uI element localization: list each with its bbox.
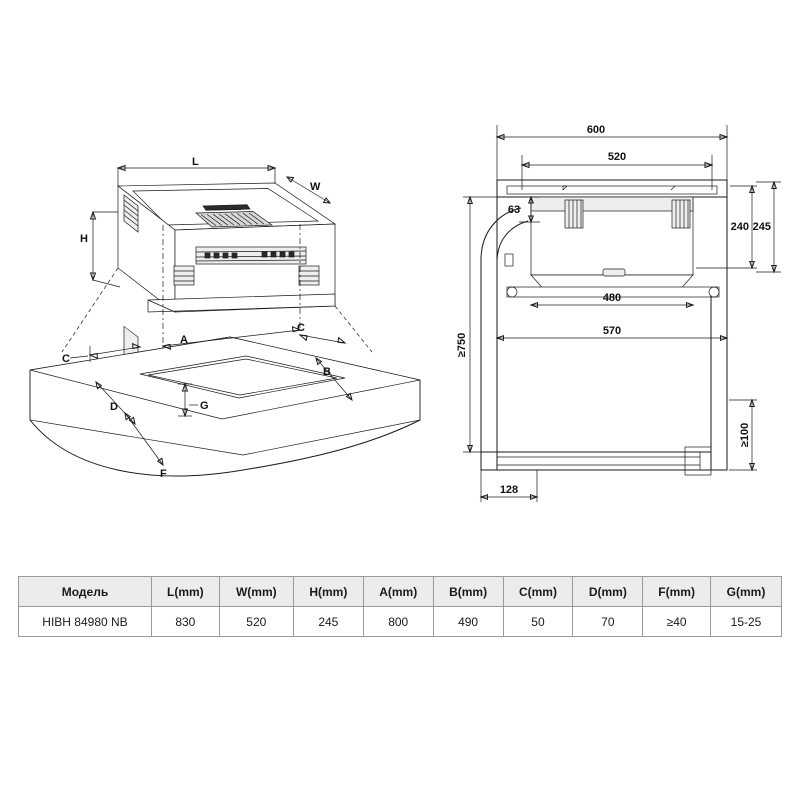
svg-text:D: D <box>110 401 118 413</box>
header-d: D(mm) <box>573 577 643 607</box>
dim-245 <box>753 182 781 272</box>
control-panel <box>196 247 306 264</box>
specifications-table <box>18 576 782 637</box>
svg-text:H: H <box>80 233 88 245</box>
header-a: A(mm) <box>363 577 433 607</box>
cell-g: 15-25 <box>710 607 781 637</box>
cell-l: 830 <box>152 607 220 637</box>
dim-L <box>118 166 275 187</box>
cell-model: HIBH 84980 NB <box>19 607 152 637</box>
svg-text:≥100: ≥100 <box>739 422 751 448</box>
svg-text:A: A <box>180 334 188 346</box>
svg-text:≥750: ≥750 <box>456 332 468 358</box>
section-louver-left <box>565 200 583 228</box>
header-h: H(mm) <box>293 577 363 607</box>
header-g: G(mm) <box>710 577 781 607</box>
svg-text:G: G <box>200 400 209 412</box>
header-f: F(mm) <box>643 577 711 607</box>
header-w: W(mm) <box>219 577 293 607</box>
left-isometric-view <box>30 156 420 480</box>
dim-520 <box>522 151 712 190</box>
table-header-row <box>19 577 782 607</box>
header-l: L(mm) <box>152 577 220 607</box>
dim-H <box>91 212 123 287</box>
header-model: Модель <box>19 577 152 607</box>
dim-100 <box>729 400 757 470</box>
cell-d: 70 <box>573 607 643 637</box>
svg-text:570: 570 <box>602 325 622 337</box>
header-c: C(mm) <box>503 577 573 607</box>
header-b: B(mm) <box>433 577 503 607</box>
svg-text:520: 520 <box>607 151 627 163</box>
svg-text:W: W <box>310 181 321 193</box>
svg-text:L: L <box>192 156 199 168</box>
cell-b: 490 <box>433 607 503 637</box>
cell-h: 245 <box>293 607 363 637</box>
section-louver-right <box>672 200 690 228</box>
cell-f: ≥40 <box>643 607 711 637</box>
svg-text:63: 63 <box>507 204 521 216</box>
svg-text:245: 245 <box>752 221 771 233</box>
svg-text:C: C <box>62 353 70 365</box>
svg-text:600: 600 <box>586 124 606 136</box>
svg-text:128: 128 <box>499 484 519 496</box>
dim-C-right <box>297 322 345 343</box>
dim-750 <box>456 197 497 452</box>
svg-text:240: 240 <box>730 221 749 233</box>
svg-text:C: C <box>297 322 305 334</box>
table-row <box>19 607 782 637</box>
cell-w: 520 <box>219 607 293 637</box>
dim-128 <box>481 470 537 502</box>
svg-text:480: 480 <box>602 292 622 304</box>
dim-570 <box>497 325 727 340</box>
right-section-view <box>456 124 781 502</box>
svg-text:B: B <box>323 366 331 378</box>
svg-text:F: F <box>160 468 167 480</box>
cell-c: 50 <box>503 607 573 637</box>
cell-a: 800 <box>363 607 433 637</box>
